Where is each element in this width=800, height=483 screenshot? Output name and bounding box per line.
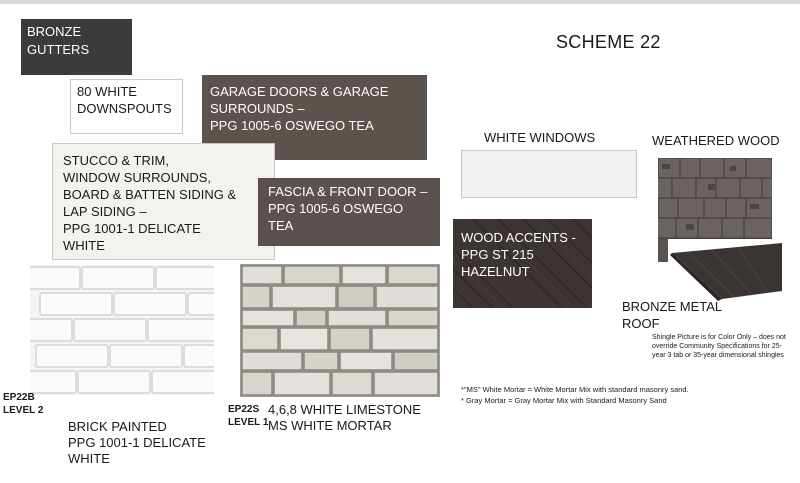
weathered-wood-label: WEATHERED WOOD (652, 133, 780, 148)
wood-accents-swatch (453, 219, 592, 308)
mortar-footnote-2: * Gray Mortar = Gray Mortar Mix with Standard Masonry Sand (461, 396, 667, 405)
bronze-metal-roof-image (668, 239, 785, 303)
brick-caption (26, 403, 226, 483)
wood-accents-label: WOOD ACCENTS - PPG ST 215 HAZELNUT (461, 230, 576, 279)
shingle-disclaimer-note: Shingle Picture is for Color Only – does not override Community Specifications for 25-year 3 tab or 35-year dimensional shingles (652, 334, 786, 359)
brick-code: EP22B LEVEL 2 (3, 392, 44, 416)
stone-caption: 4,6,8 WHITE LIMESTONE MS WHITE MORTAR (268, 402, 421, 433)
brick-caption-text: BRICK PAINTED PPG 1001-1 DELICATE WHITE (68, 419, 206, 466)
scheme-title: SCHEME 22 (556, 32, 661, 52)
stone-code: EP22S LEVEL 1 (228, 404, 269, 428)
bronze-gutters-swatch (21, 19, 132, 75)
top-divider (0, 0, 800, 4)
fascia-label: FASCIA & FRONT DOOR – PPG 1005-6 OSWEGO TEA (268, 184, 428, 233)
bronze-metal-roof-label: BRONZE METAL ROOF (622, 299, 723, 331)
brick-painted-image (30, 265, 214, 395)
fascia-front-door-swatch (258, 178, 440, 246)
mortar-footnote-1: *"MS" White Mortar = White Mortar Mix with standard masonry sand. (461, 385, 689, 394)
white-downspouts-swatch (70, 79, 183, 134)
downspouts-label: 80 WHITE DOWNSPOUTS (77, 84, 172, 116)
white-limestone-image (240, 264, 440, 397)
stucco-trim-swatch (52, 143, 275, 260)
stucco-trim-label: STUCCO & TRIM, WINDOW SURROUNDS, BOARD & BATTEN SIDING & LAP SIDING – PPG 1001-1 DELICATE WHITE (63, 153, 237, 253)
garage-doors-label: GARAGE DOORS & GARAGE SURROUNDS – PPG 1005-6 OSWEGO TEA (210, 84, 389, 133)
white-windows-label: WHITE WINDOWS (484, 130, 596, 145)
bronze-gutters-label: BRONZE GUTTERS (27, 24, 90, 57)
white-windows-swatch (461, 150, 637, 198)
